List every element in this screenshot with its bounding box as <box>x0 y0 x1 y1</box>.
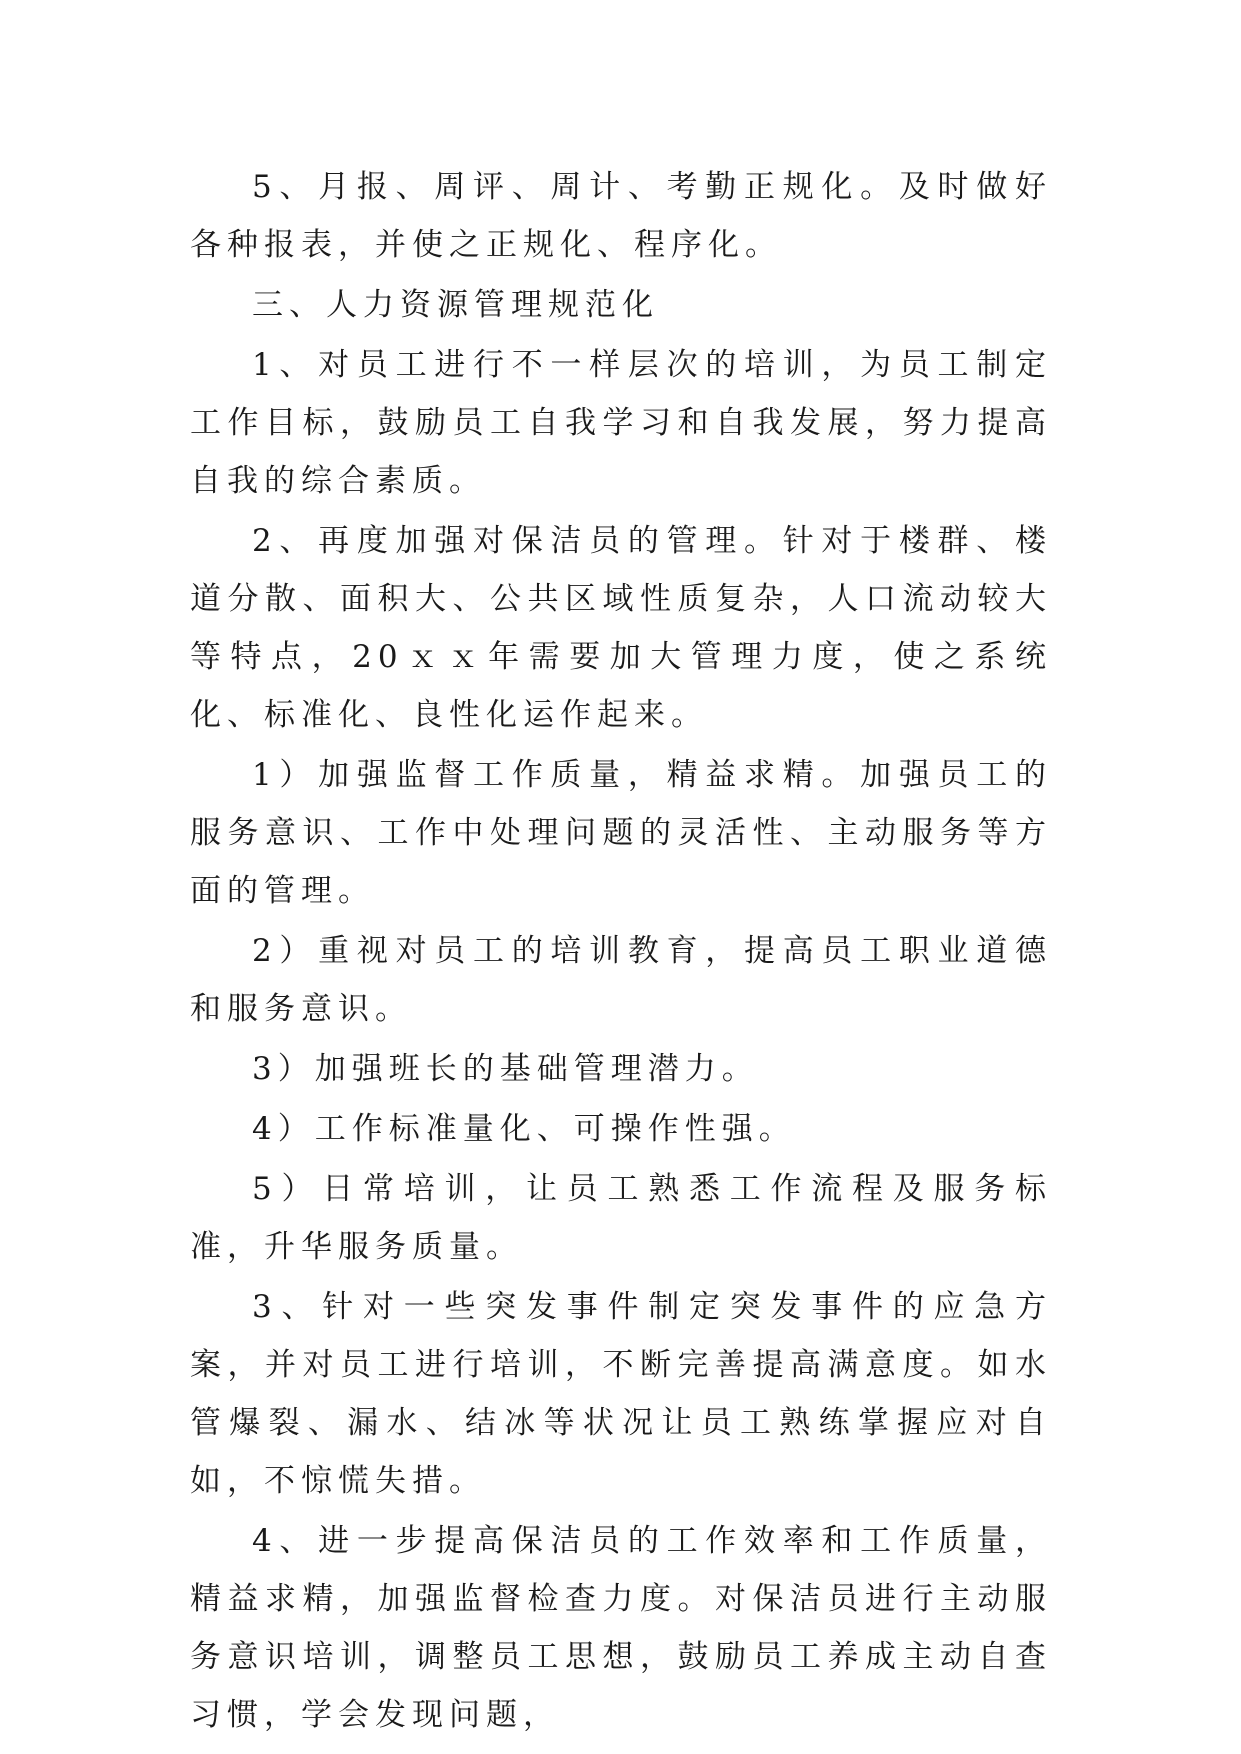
paragraph-standard-quantified: 4）工作标准量化、可操作性强。 <box>252 1111 796 1147</box>
paragraph-emergency-plan: 3、针对一些突发事件制定突发事件的应急方案，并对员工进行培训，不断完善提高满意度。如水管爆裂、漏水、结冰等状况让员工熟练掌握应对自如，不惊慌失措。 <box>190 1289 1052 1499</box>
paragraph-team-leader: 3）加强班长的基础管理潜力。 <box>252 1051 759 1087</box>
section-heading-hr-management: 三、人力资源管理规范化 <box>252 287 659 323</box>
paragraph-cleaner-management: 2、再度加强对保洁员的管理。针对于楼群、楼道分散、面积大、公共区域性质复杂，人口流动较大等特点，20ｘｘ年需要加大管理力度，使之系统化、标准化、良性化运作起来。 <box>190 523 1052 733</box>
paragraph-efficiency: 4、进一步提高保洁员的工作效率和工作质量，精益求精，加强监督检查力度。对保洁员进行主动服务意识培训，调整员工思想，鼓励员工养成主动自查习惯，学会发现问题， <box>190 1523 1052 1733</box>
paragraph-training-education: 2）重视对员工的培训教育，提高员工职业道德和服务意识。 <box>190 933 1052 1027</box>
paragraph-supervision-quality: 1）加强监督工作质量，精益求精。加强员工的服务意识、工作中处理问题的灵活性、主动服务等方面的管理。 <box>190 757 1052 909</box>
document-body <box>190 158 1052 1746</box>
paragraph-daily-training: 5）日常培训，让员工熟悉工作流程及服务标准，升华服务质量。 <box>190 1171 1052 1265</box>
paragraph-monthly-reports: 5、月报、周评、周计、考勤正规化。及时做好各种报表，并使之正规化、程序化。 <box>190 169 1052 263</box>
paragraph-staff-training: 1、对员工进行不一样层次的培训，为员工制定工作目标，鼓励员工自我学习和自我发展，努力提高自我的综合素质。 <box>190 347 1052 499</box>
